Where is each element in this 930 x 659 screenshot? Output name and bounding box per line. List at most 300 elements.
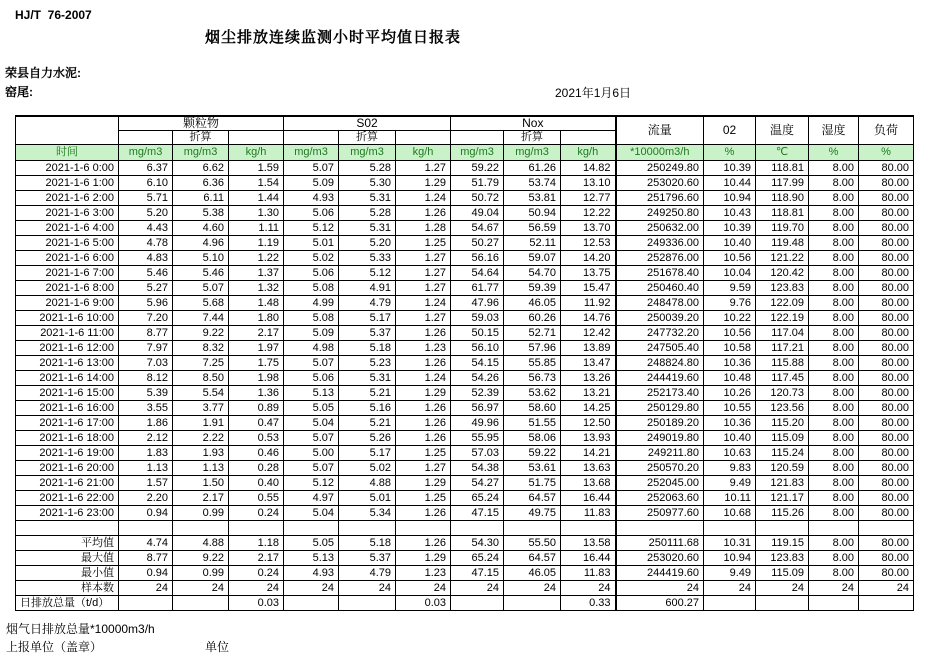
value-cell: 10.22 — [704, 311, 756, 326]
value-cell: 1.26 — [396, 506, 451, 521]
value-cell: 54.15 — [451, 356, 504, 371]
unit-cell: % — [704, 145, 756, 161]
value-cell: 8.00 — [809, 566, 859, 581]
value-cell: 80.00 — [859, 296, 914, 311]
daily-total-label: 日排放总量（t/d） — [16, 596, 119, 611]
value-cell: 56.59 — [504, 221, 561, 236]
value-cell: 14.20 — [561, 251, 616, 266]
table-body — [16, 161, 914, 611]
unit-cell: % — [859, 145, 914, 161]
value-cell: 121.22 — [756, 251, 809, 266]
value-cell: 4.97 — [284, 491, 339, 506]
value-cell: 115.09 — [756, 431, 809, 446]
value-cell: 1.57 — [119, 476, 173, 491]
table-row — [16, 356, 914, 371]
subheader-converted-so2: 折算 — [339, 131, 396, 145]
table-row — [16, 191, 914, 206]
value-cell: 5.12 — [339, 266, 396, 281]
value-cell: 5.38 — [173, 206, 229, 221]
subheader-converted-pm: 折算 — [173, 131, 229, 145]
value-cell: 118.81 — [756, 161, 809, 176]
value-cell: 80.00 — [859, 386, 914, 401]
value-cell: 117.99 — [756, 176, 809, 191]
value-cell: 1.80 — [229, 311, 284, 326]
value-cell: 1.29 — [396, 176, 451, 191]
value-cell: 120.42 — [756, 266, 809, 281]
value-cell: 5.12 — [284, 221, 339, 236]
value-cell: 5.07 — [173, 281, 229, 296]
time-cell: 2021-1-6 21:00 — [16, 476, 119, 491]
value-cell: 1.26 — [396, 416, 451, 431]
time-cell: 2021-1-6 5:00 — [16, 236, 119, 251]
value-cell: 51.75 — [504, 476, 561, 491]
value-cell: 5.18 — [339, 341, 396, 356]
value-cell: 252173.40 — [616, 386, 704, 401]
value-cell: 8.00 — [809, 266, 859, 281]
subheader-blank — [451, 131, 504, 145]
value-cell: 0.03 — [229, 596, 284, 611]
value-cell: 54.38 — [451, 461, 504, 476]
value-cell: 4.78 — [119, 236, 173, 251]
value-cell: 5.71 — [119, 191, 173, 206]
value-cell: 9.22 — [173, 551, 229, 566]
value-cell: 4.79 — [339, 296, 396, 311]
value-cell: 80.00 — [859, 491, 914, 506]
value-cell: 5.10 — [173, 251, 229, 266]
value-cell: 8.00 — [809, 416, 859, 431]
subheader-blank — [119, 131, 173, 145]
table-row — [16, 386, 914, 401]
value-cell: 9.49 — [704, 476, 756, 491]
value-cell: 252045.00 — [616, 476, 704, 491]
value-cell: 60.26 — [504, 311, 561, 326]
col-header-o2: 02 — [704, 116, 756, 145]
value-cell: 117.45 — [756, 371, 809, 386]
value-cell: 11.83 — [561, 506, 616, 521]
value-cell: 5.07 — [284, 431, 339, 446]
table-row — [16, 491, 914, 506]
value-cell: 5.01 — [339, 491, 396, 506]
value-cell: 5.31 — [339, 371, 396, 386]
time-column-header: 时间 — [16, 145, 119, 161]
value-cell — [859, 596, 914, 611]
table-row — [16, 461, 914, 476]
value-cell: 10.39 — [704, 221, 756, 236]
value-cell: 115.09 — [756, 566, 809, 581]
subheader-converted-nox: 折算 — [504, 131, 561, 145]
value-cell: 13.68 — [561, 476, 616, 491]
value-cell: 248824.80 — [616, 356, 704, 371]
unit-cell: kg/h — [561, 145, 616, 161]
table-row — [16, 506, 914, 521]
value-cell: 1.98 — [229, 371, 284, 386]
value-cell: 50.72 — [451, 191, 504, 206]
value-cell: 1.37 — [229, 266, 284, 281]
value-cell: 7.25 — [173, 356, 229, 371]
table-row — [16, 311, 914, 326]
value-cell: 5.21 — [339, 416, 396, 431]
value-cell: 1.23 — [396, 341, 451, 356]
value-cell: 13.70 — [561, 221, 616, 236]
value-cell: 24 — [704, 581, 756, 596]
value-cell: 56.73 — [504, 371, 561, 386]
value-cell: 8.00 — [809, 221, 859, 236]
value-cell: 250632.00 — [616, 221, 704, 236]
value-cell: 1.25 — [396, 491, 451, 506]
table-row — [16, 176, 914, 191]
value-cell: 8.77 — [119, 326, 173, 341]
value-cell: 0.46 — [229, 446, 284, 461]
value-cell: 121.17 — [756, 491, 809, 506]
value-cell: 8.00 — [809, 356, 859, 371]
value-cell: 53.81 — [504, 191, 561, 206]
col-header-so2: S02 — [284, 116, 451, 131]
value-cell: 12.22 — [561, 206, 616, 221]
value-cell — [504, 596, 561, 611]
header-units-row — [16, 145, 914, 161]
value-cell: 59.22 — [451, 161, 504, 176]
value-cell: 4.93 — [284, 566, 339, 581]
value-cell: 5.09 — [284, 176, 339, 191]
empty-cell — [504, 521, 561, 536]
value-cell: 2.17 — [229, 326, 284, 341]
value-cell: 56.16 — [451, 251, 504, 266]
value-cell: 5.13 — [284, 551, 339, 566]
value-cell: 5.13 — [284, 386, 339, 401]
value-cell: 5.46 — [173, 266, 229, 281]
value-cell: 5.07 — [284, 356, 339, 371]
value-cell: 15.47 — [561, 281, 616, 296]
value-cell: 59.39 — [504, 281, 561, 296]
value-cell: 10.44 — [704, 176, 756, 191]
value-cell: 54.30 — [451, 536, 504, 551]
value-cell: 24 — [859, 581, 914, 596]
value-cell: 250111.68 — [616, 536, 704, 551]
value-cell: 1.97 — [229, 341, 284, 356]
value-cell: 1.29 — [396, 551, 451, 566]
value-cell: 53.62 — [504, 386, 561, 401]
value-cell: 249250.80 — [616, 206, 704, 221]
value-cell: 1.30 — [229, 206, 284, 221]
value-cell: 123.83 — [756, 281, 809, 296]
value-cell: 1.24 — [396, 371, 451, 386]
value-cell: 1.27 — [396, 461, 451, 476]
value-cell: 1.54 — [229, 176, 284, 191]
value-cell: 1.26 — [396, 431, 451, 446]
value-cell: 57.03 — [451, 446, 504, 461]
value-cell: 13.58 — [561, 536, 616, 551]
empty-cell — [451, 521, 504, 536]
value-cell: 1.27 — [396, 311, 451, 326]
table-row — [16, 221, 914, 236]
value-cell: 8.00 — [809, 236, 859, 251]
table-row — [16, 251, 914, 266]
table-row — [16, 296, 914, 311]
value-cell: 10.40 — [704, 236, 756, 251]
value-cell: 58.60 — [504, 401, 561, 416]
subheader-blank — [561, 131, 616, 145]
value-cell: 16.44 — [561, 491, 616, 506]
value-cell: 80.00 — [859, 341, 914, 356]
value-cell: 122.09 — [756, 296, 809, 311]
table-row — [16, 281, 914, 296]
value-cell: 13.75 — [561, 266, 616, 281]
value-cell: 24 — [451, 581, 504, 596]
value-cell: 115.88 — [756, 356, 809, 371]
value-cell: 53.74 — [504, 176, 561, 191]
value-cell: 7.03 — [119, 356, 173, 371]
table-row — [16, 446, 914, 461]
value-cell: 47.96 — [451, 296, 504, 311]
table-row — [16, 431, 914, 446]
value-cell: 250570.20 — [616, 461, 704, 476]
value-cell: 8.00 — [809, 296, 859, 311]
value-cell: 24 — [504, 581, 561, 596]
value-cell: 10.56 — [704, 251, 756, 266]
value-cell: 0.33 — [561, 596, 616, 611]
value-cell: 54.26 — [451, 371, 504, 386]
value-cell: 52.39 — [451, 386, 504, 401]
value-cell: 13.47 — [561, 356, 616, 371]
value-cell: 1.29 — [396, 476, 451, 491]
value-cell: 24 — [616, 581, 704, 596]
value-cell: 1.26 — [396, 401, 451, 416]
value-cell: 8.00 — [809, 326, 859, 341]
value-cell: 6.62 — [173, 161, 229, 176]
value-cell: 47.15 — [451, 506, 504, 521]
unit-cell: mg/m3 — [173, 145, 229, 161]
standard-code: HJ/T 76-2007 — [15, 8, 92, 22]
value-cell: 80.00 — [859, 206, 914, 221]
value-cell: 8.00 — [809, 506, 859, 521]
value-cell: 80.00 — [859, 446, 914, 461]
time-cell: 2021-1-6 3:00 — [16, 206, 119, 221]
value-cell: 80.00 — [859, 536, 914, 551]
value-cell: 80.00 — [859, 356, 914, 371]
value-cell: 1.28 — [396, 221, 451, 236]
value-cell: 8.00 — [809, 551, 859, 566]
value-cell: 120.73 — [756, 386, 809, 401]
value-cell: 24 — [284, 581, 339, 596]
header-group-row — [16, 116, 914, 131]
table-row — [16, 236, 914, 251]
flue-gas-total-note: 烟气日排放总量*10000m3/h — [6, 622, 155, 636]
value-cell: 5.54 — [173, 386, 229, 401]
value-cell: 24 — [396, 581, 451, 596]
value-cell: 4.79 — [339, 566, 396, 581]
unit-cell: kg/h — [396, 145, 451, 161]
value-cell: 55.95 — [451, 431, 504, 446]
value-cell: 14.82 — [561, 161, 616, 176]
value-cell: 10.63 — [704, 446, 756, 461]
value-cell: 4.88 — [339, 476, 396, 491]
value-cell: 8.00 — [809, 476, 859, 491]
value-cell: 59.07 — [504, 251, 561, 266]
value-cell: 119.15 — [756, 536, 809, 551]
spacer-row — [16, 521, 914, 536]
value-cell: 5.28 — [339, 161, 396, 176]
value-cell — [339, 596, 396, 611]
time-header-spacer — [16, 116, 119, 145]
value-cell: 3.55 — [119, 401, 173, 416]
value-cell: 5.20 — [339, 236, 396, 251]
value-cell: 8.00 — [809, 341, 859, 356]
value-cell: 1.93 — [173, 446, 229, 461]
value-cell — [809, 596, 859, 611]
value-cell: 50.27 — [451, 236, 504, 251]
value-cell: 5.02 — [339, 461, 396, 476]
subheader-blank — [284, 131, 339, 145]
station-name: 窑尾: — [5, 85, 33, 99]
value-cell: 249211.80 — [616, 446, 704, 461]
value-cell: 52.11 — [504, 236, 561, 251]
value-cell: 80.00 — [859, 191, 914, 206]
value-cell: 8.50 — [173, 371, 229, 386]
value-cell: 12.77 — [561, 191, 616, 206]
value-cell: 5.46 — [119, 266, 173, 281]
time-cell: 2021-1-6 7:00 — [16, 266, 119, 281]
value-cell: 64.57 — [504, 491, 561, 506]
value-cell: 80.00 — [859, 251, 914, 266]
value-cell: 250249.80 — [616, 161, 704, 176]
value-cell: 1.26 — [396, 326, 451, 341]
value-cell: 5.21 — [339, 386, 396, 401]
value-cell — [704, 596, 756, 611]
value-cell: 80.00 — [859, 416, 914, 431]
value-cell: 61.26 — [504, 161, 561, 176]
value-cell: 5.31 — [339, 221, 396, 236]
value-cell: 5.20 — [119, 206, 173, 221]
col-header-humidity: 湿度 — [809, 116, 859, 145]
value-cell: 52.71 — [504, 326, 561, 341]
value-cell: 5.18 — [339, 536, 396, 551]
value-cell: 1.18 — [229, 536, 284, 551]
value-cell: 251796.60 — [616, 191, 704, 206]
time-cell: 2021-1-6 1:00 — [16, 176, 119, 191]
value-cell: 56.10 — [451, 341, 504, 356]
value-cell: 1.19 — [229, 236, 284, 251]
value-cell: 122.19 — [756, 311, 809, 326]
unit-cell: mg/m3 — [284, 145, 339, 161]
table-row — [16, 476, 914, 491]
value-cell: 1.22 — [229, 251, 284, 266]
empty-cell — [704, 521, 756, 536]
value-cell: 80.00 — [859, 461, 914, 476]
time-cell: 2021-1-6 17:00 — [16, 416, 119, 431]
report-date: 2021年1月6日 — [555, 86, 632, 100]
empty-cell — [809, 521, 859, 536]
value-cell: 7.97 — [119, 341, 173, 356]
value-cell: 50.94 — [504, 206, 561, 221]
value-cell: 1.25 — [396, 236, 451, 251]
value-cell: 80.00 — [859, 266, 914, 281]
col-header-flow: 流量 — [616, 116, 704, 145]
value-cell: 55.50 — [504, 536, 561, 551]
value-cell: 12.53 — [561, 236, 616, 251]
value-cell: 13.93 — [561, 431, 616, 446]
value-cell: 80.00 — [859, 221, 914, 236]
value-cell: 10.36 — [704, 416, 756, 431]
value-cell: 1.24 — [396, 191, 451, 206]
time-cell: 2021-1-6 18:00 — [16, 431, 119, 446]
value-cell: 5.05 — [284, 401, 339, 416]
page-title: 烟尘排放连续监测小时平均值日报表 — [205, 29, 462, 46]
value-cell: 54.64 — [451, 266, 504, 281]
time-cell: 2021-1-6 10:00 — [16, 311, 119, 326]
value-cell: 8.00 — [809, 386, 859, 401]
value-cell — [284, 596, 339, 611]
value-cell: 54.70 — [504, 266, 561, 281]
time-cell: 2021-1-6 16:00 — [16, 401, 119, 416]
value-cell: 24 — [119, 581, 173, 596]
value-cell: 8.32 — [173, 341, 229, 356]
value-cell: 46.05 — [504, 296, 561, 311]
value-cell: 80.00 — [859, 236, 914, 251]
value-cell: 3.77 — [173, 401, 229, 416]
summary-row — [16, 536, 914, 551]
value-cell: 8.00 — [809, 206, 859, 221]
value-cell: 5.04 — [284, 506, 339, 521]
value-cell: 80.00 — [859, 506, 914, 521]
unit-cell: ℃ — [756, 145, 809, 161]
value-cell: 0.40 — [229, 476, 284, 491]
value-cell: 6.10 — [119, 176, 173, 191]
value-cell: 253020.60 — [616, 176, 704, 191]
value-cell: 49.04 — [451, 206, 504, 221]
unit-cell: mg/m3 — [451, 145, 504, 161]
value-cell: 1.26 — [396, 536, 451, 551]
value-cell: 5.04 — [284, 416, 339, 431]
value-cell: 49.75 — [504, 506, 561, 521]
value-cell: 8.00 — [809, 536, 859, 551]
value-cell: 5.08 — [284, 311, 339, 326]
value-cell: 10.58 — [704, 341, 756, 356]
value-cell: 2.17 — [173, 491, 229, 506]
unit-cell: kg/h — [229, 145, 284, 161]
value-cell: 250129.80 — [616, 401, 704, 416]
value-cell: 115.20 — [756, 416, 809, 431]
value-cell: 55.85 — [504, 356, 561, 371]
value-cell: 10.39 — [704, 161, 756, 176]
value-cell: 9.22 — [173, 326, 229, 341]
value-cell: 2.20 — [119, 491, 173, 506]
value-cell: 57.96 — [504, 341, 561, 356]
value-cell: 51.55 — [504, 416, 561, 431]
time-cell: 2021-1-6 15:00 — [16, 386, 119, 401]
value-cell: 7.44 — [173, 311, 229, 326]
value-cell: 10.48 — [704, 371, 756, 386]
value-cell: 10.68 — [704, 506, 756, 521]
value-cell: 1.48 — [229, 296, 284, 311]
time-cell: 2021-1-6 12:00 — [16, 341, 119, 356]
value-cell: 9.49 — [704, 566, 756, 581]
value-cell: 80.00 — [859, 566, 914, 581]
value-cell: 5.30 — [339, 176, 396, 191]
value-cell: 5.08 — [284, 281, 339, 296]
value-cell: 8.00 — [809, 461, 859, 476]
value-cell: 5.96 — [119, 296, 173, 311]
value-cell: 10.43 — [704, 206, 756, 221]
value-cell: 8.00 — [809, 446, 859, 461]
value-cell: 249336.00 — [616, 236, 704, 251]
value-cell: 4.99 — [284, 296, 339, 311]
value-cell: 5.02 — [284, 251, 339, 266]
value-cell: 5.37 — [339, 551, 396, 566]
value-cell: 13.63 — [561, 461, 616, 476]
value-cell: 14.21 — [561, 446, 616, 461]
value-cell: 5.33 — [339, 251, 396, 266]
value-cell: 252063.60 — [616, 491, 704, 506]
